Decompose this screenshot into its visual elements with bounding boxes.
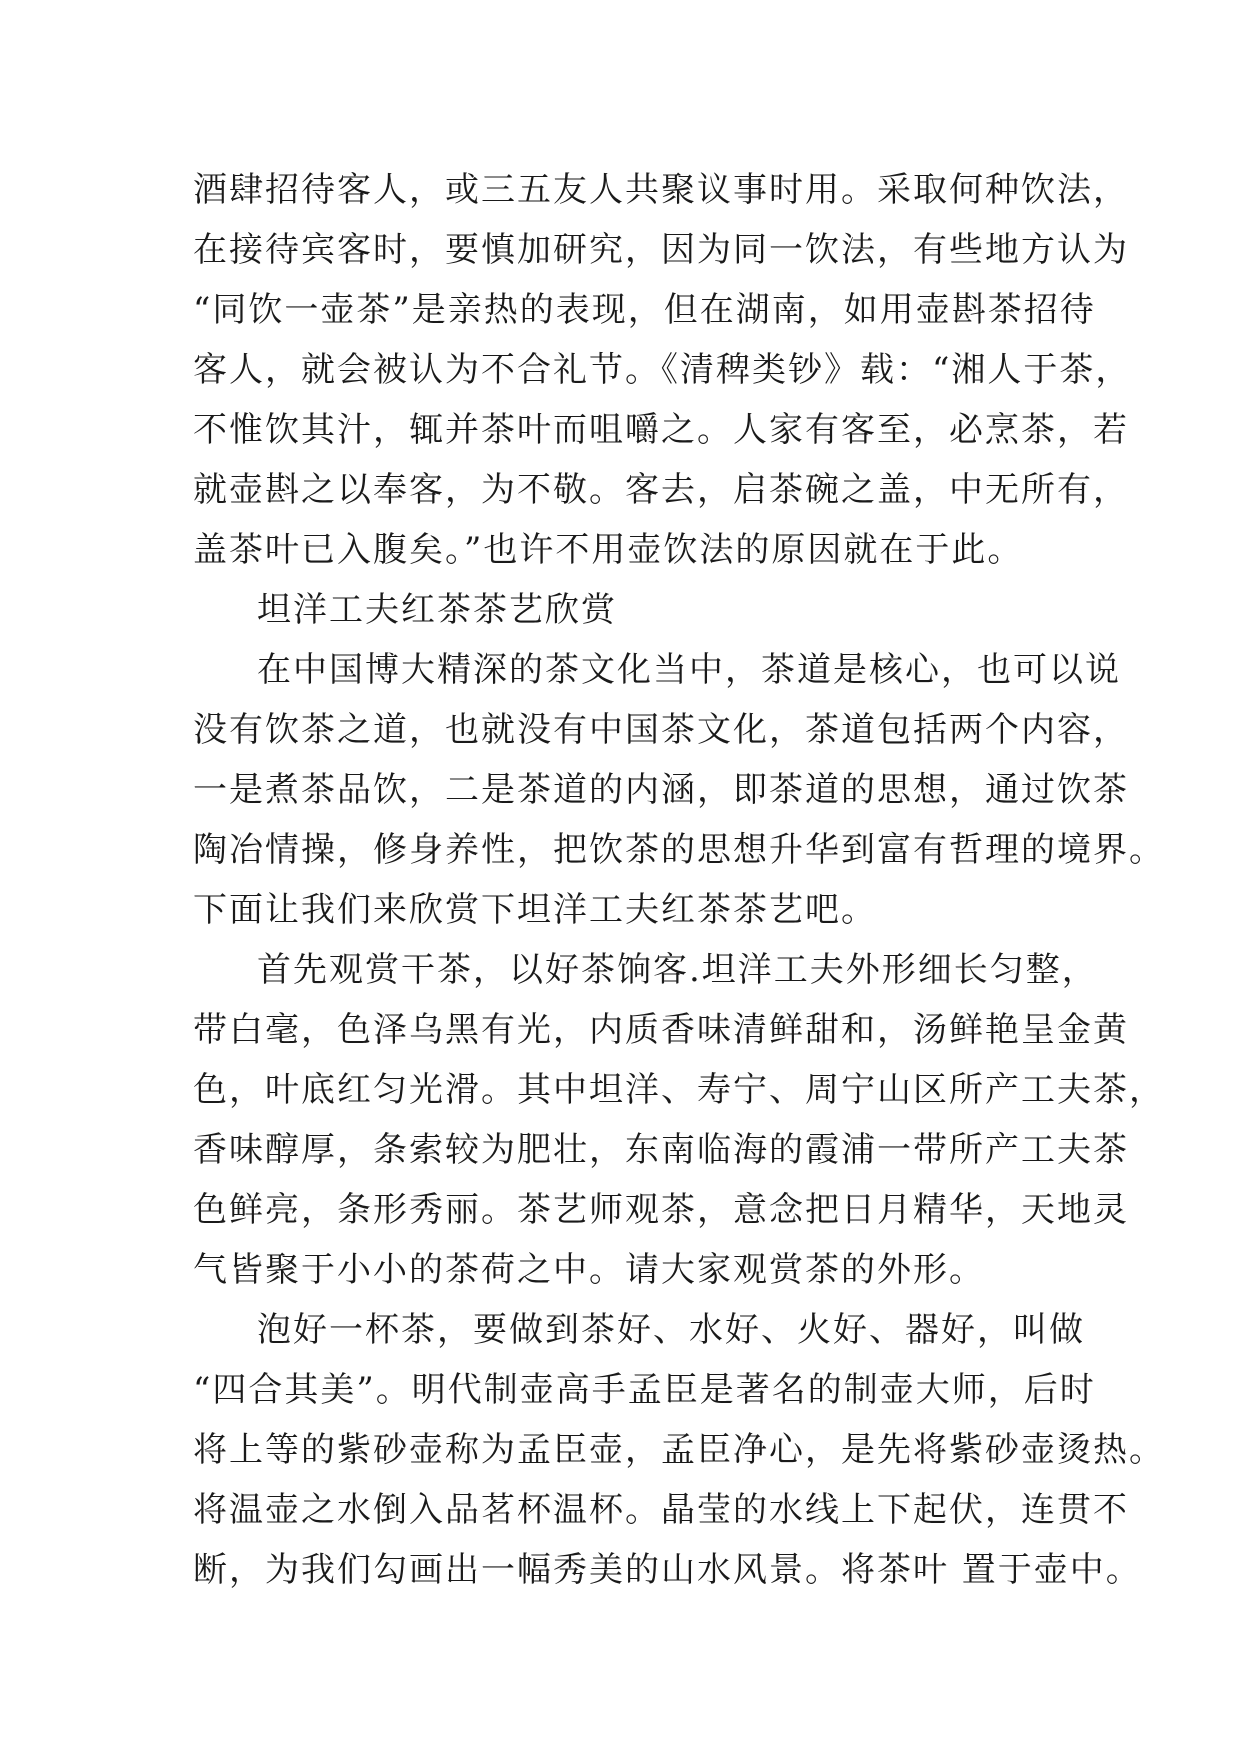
body-line: 气皆聚于小小的茶荷之中。请大家观赏茶的外形。 [193,1250,985,1290]
body-line: 色，叶底红匀光滑。其中坦洋、寿宁、周宁山区所产工夫茶， [193,1070,1165,1110]
body-line: 色鲜亮，条形秀丽。茶艺师观茶，意念把日月精华，天地灵 [193,1190,1129,1230]
body-line: 不惟饮其汁，辄并茶叶而咀嚼之。人家有客至，必烹茶，若 [193,410,1129,450]
body-line: 在中国博大精深的茶文化当中，茶道是核心，也可以说 [257,650,1121,690]
body-line: 香味醇厚，条索较为肥壮，东南临海的霞浦一带所产工夫茶 [193,1130,1129,1170]
body-line: 客人，就会被认为不合礼节。《清稗类钞》载：“湘人于茶， [193,350,1132,390]
body-line: 就壶斟之以奉客，为不敬。客去，启茶碗之盖，中无所有， [193,470,1129,510]
body-line: 没有饮茶之道，也就没有中国茶文化，茶道包括两个内容， [193,710,1129,750]
body-line: 下面让我们来欣赏下坦洋工夫红茶茶艺吧。 [193,890,877,930]
body-line: 酒肆招待客人，或三五友人共聚议事时用。采取何种饮法， [193,170,1129,210]
body-line: “同饮一壶茶”是亲热的表现，但在湖南，如用壶斟茶招待 [193,290,1096,330]
body-line: 陶冶情操，修身养性，把饮茶的思想升华到富有哲理的境界。 [193,830,1165,870]
body-line: 将温壶之水倒入品茗杯温杯。晶莹的水线上下起伏，连贯不 [193,1490,1129,1530]
body-line: 泡好一杯茶，要做到茶好、水好、火好、器好，叫做 [257,1310,1085,1350]
body-line: 带白毫，色泽乌黑有光，内质香味清鲜甜和，汤鲜艳呈金黄 [193,1010,1129,1050]
body-line: 断，为我们勾画出一幅秀美的山水风景。将茶叶 置于壶中。 [193,1550,1142,1590]
body-line: “四合其美”。明代制壶高手孟臣是著名的制壶大师，后时 [193,1370,1096,1410]
body-line: 一是煮茶品饮，二是茶道的内涵，即茶道的思想，通过饮茶 [193,770,1129,810]
body-line: 在接待宾客时，要慎加研究，因为同一饮法，有些地方认为 [193,230,1129,270]
section-heading: 坦洋工夫红茶茶艺欣赏 [257,590,617,630]
body-line: 将上等的紫砂壶称为孟臣壶，孟臣净心，是先将紫砂壶烫热。 [193,1430,1165,1470]
body-line: 首先观赏干茶，以好茶饷客.坦洋工夫外形细长匀整， [257,950,1098,990]
body-line: 盖茶叶已入腹矣。”也许不用壶饮法的原因就在于此。 [193,530,1024,570]
document-body [193,160,1165,1600]
